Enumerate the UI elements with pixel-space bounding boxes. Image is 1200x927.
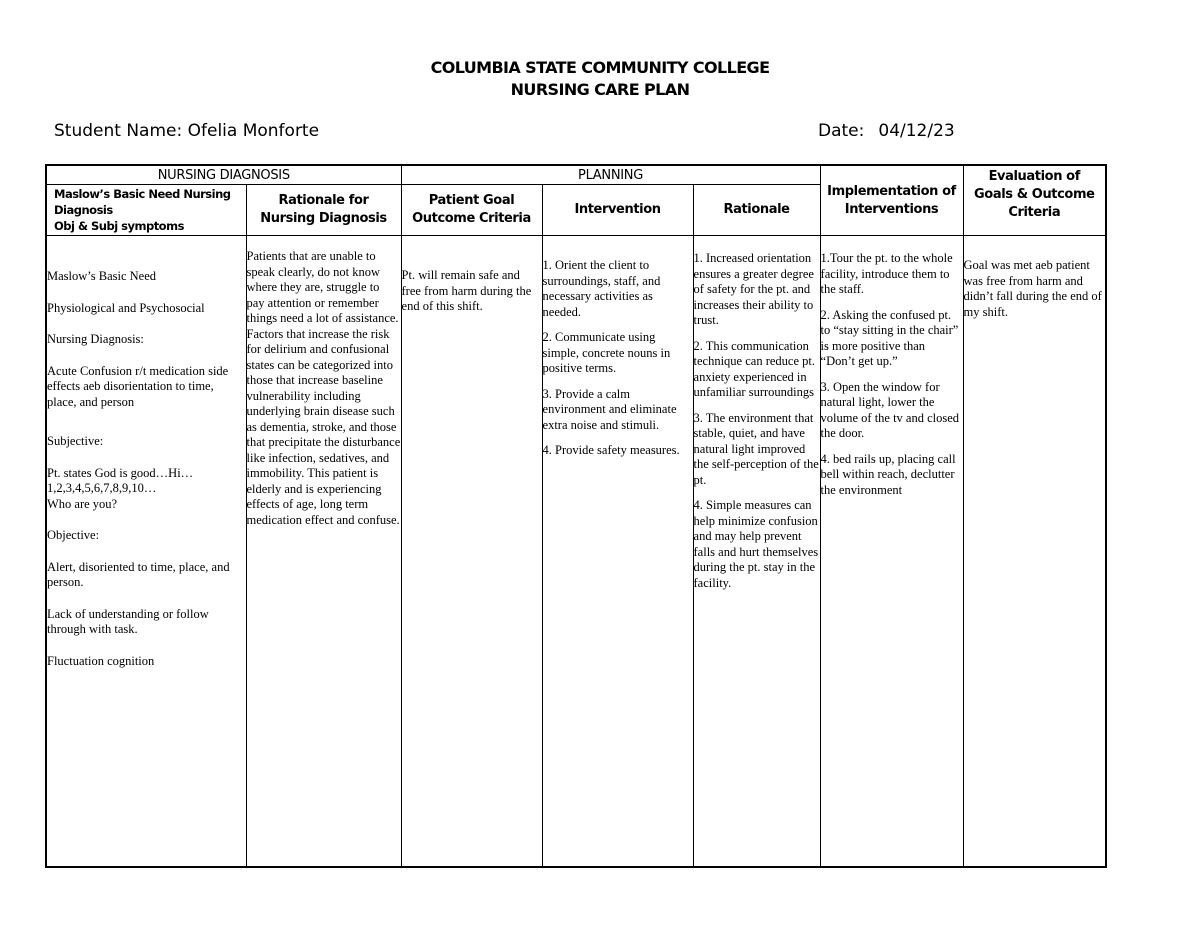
intervention-item-4: 4. Provide safety measures. bbox=[542, 443, 680, 457]
rationale-cell bbox=[693, 236, 820, 868]
goal-text: Pt. will remain safe and free from harm during the end of this shift. bbox=[401, 268, 532, 313]
intervention-item-3: 3. Provide a calm environment and eliminate extra noise and stimuli. bbox=[542, 386, 677, 432]
rationale-dx-header-line2: Nursing Diagnosis bbox=[260, 211, 387, 226]
planning-header: PLANNING bbox=[401, 165, 820, 185]
diagnosis-cell bbox=[46, 236, 246, 868]
date-value: 04/12/23 bbox=[878, 121, 955, 141]
subjective-line2: Who are you? bbox=[47, 496, 118, 511]
rationale-dx-header bbox=[246, 185, 401, 236]
implementation-header-line2: Interventions bbox=[844, 201, 939, 217]
maslow-header-line3: Obj & Subj symptoms bbox=[54, 219, 184, 233]
implementation-header bbox=[820, 165, 963, 236]
maslow-header-line2: Diagnosis bbox=[54, 203, 113, 217]
rationale-dx-header-line1: Rationale for bbox=[278, 193, 369, 208]
nursing-diagnosis-value: Acute Confusion r/t medication side effects aeb disorientation to time, place, and person bbox=[47, 363, 229, 409]
college-title: COLUMBIA STATE COMMUNITY COLLEGE bbox=[430, 58, 770, 77]
implementation-cell bbox=[820, 236, 963, 868]
goal-cell bbox=[401, 236, 542, 868]
date-line bbox=[818, 121, 955, 141]
implementation-header-line1: Implementation of bbox=[827, 183, 956, 199]
maslow-value: Physiological and Psychosocial bbox=[47, 300, 205, 315]
intervention-header: Intervention bbox=[542, 185, 693, 236]
rationale-dx-cell bbox=[246, 236, 401, 868]
date-label: Date: bbox=[818, 121, 865, 141]
goal-header-line1: Patient Goal bbox=[428, 193, 515, 208]
maslow-label: Maslow’s Basic Need bbox=[47, 269, 157, 283]
subjective-label: Subjective: bbox=[47, 434, 104, 448]
evaluation-header-line2: Goals & Outcome bbox=[974, 187, 1095, 202]
evaluation-cell bbox=[963, 236, 1106, 868]
rationale-item-1: 1. Increased orientation ensures a greater degree of safety for the pt. and increases their ability to trust. bbox=[693, 251, 814, 327]
implementation-item-3: 3. Open the window for natural light, lower the volume of the tv and closed the door. bbox=[820, 379, 960, 440]
rationale-dx-text: Patients that are unable to speak clearly, do not know where they are, struggle to pay attention or remember things need a lot of assistance. Factors that increase the risk for delirium and confusional states can be categorized into those that increase baseline vulnerability including underlying brain disease such as dementia, stroke, and those that precipitate the disturbance like infection, sedatives, and immobility. This patient is elderly and is experiencing effects of age, long term medication effect and confuse. bbox=[246, 249, 401, 527]
nursing-diagnosis-header: NURSING DIAGNOSIS bbox=[46, 165, 401, 185]
intervention-item-1: 1. Orient the client to surroundings, staff, and necessary activities as needed. bbox=[542, 258, 661, 319]
nursing-diagnosis-label: Nursing Diagnosis: bbox=[47, 332, 144, 346]
evaluation-header-line1: Evaluation of bbox=[988, 169, 1080, 184]
objective-item-3: Fluctuation cognition bbox=[47, 653, 155, 668]
student-name-label: Student Name: bbox=[54, 121, 183, 141]
rationale-item-4: 4. Simple measures can help minimize confusion and may help prevent falls and hurt themselves during the pt. stay in the facility. bbox=[693, 498, 819, 590]
rationale-item-3: 3. The environment that stable, quiet, and have natural light improved the self-perception of the pt. bbox=[693, 410, 819, 487]
objective-label: Objective: bbox=[47, 528, 100, 542]
rationale-item-2: 2. This communication technique can reduce pt. anxiety experienced in unfamiliar surroundings bbox=[693, 338, 815, 399]
goal-header bbox=[401, 185, 542, 236]
maslow-header-line1: Maslow’s Basic Need Nursing bbox=[54, 187, 231, 201]
evaluation-header-line3: Criteria bbox=[1008, 205, 1061, 220]
implementation-item-4: 4. bed rails up, placing call bell within reach, declutter the environment bbox=[820, 451, 956, 497]
maslow-header bbox=[46, 185, 246, 236]
intervention-item-2: 2. Communicate using simple, concrete nouns in positive terms. bbox=[542, 330, 671, 375]
objective-item-2: Lack of understanding or follow through with task. bbox=[47, 606, 209, 636]
subjective-line1: Pt. states God is good…Hi… 1,2,3,4,5,6,7,8,9,10… bbox=[47, 465, 194, 495]
care-plan-table bbox=[45, 164, 1107, 868]
implementation-item-2: 2. Asking the confused pt. to “stay sitting in the chair” is more positive than “Don’t get up.” bbox=[820, 307, 959, 368]
student-name-value: Ofelia Monforte bbox=[187, 121, 320, 141]
evaluation-header bbox=[963, 165, 1106, 236]
evaluation-text: Goal was met aeb patient was free from harm and didn’t fall during the end of my shift. bbox=[963, 258, 1102, 319]
intervention-cell bbox=[542, 236, 693, 868]
student-name-line bbox=[54, 121, 319, 141]
rationale-header: Rationale bbox=[693, 185, 820, 236]
document-title: NURSING CARE PLAN bbox=[510, 80, 690, 99]
objective-item-1: Alert, disoriented to time, place, and person. bbox=[47, 559, 230, 589]
goal-header-line2: Outcome Criteria bbox=[412, 211, 531, 226]
implementation-item-1: 1.Tour the pt. to the whole facility, introduce them to the staff. bbox=[820, 251, 953, 296]
